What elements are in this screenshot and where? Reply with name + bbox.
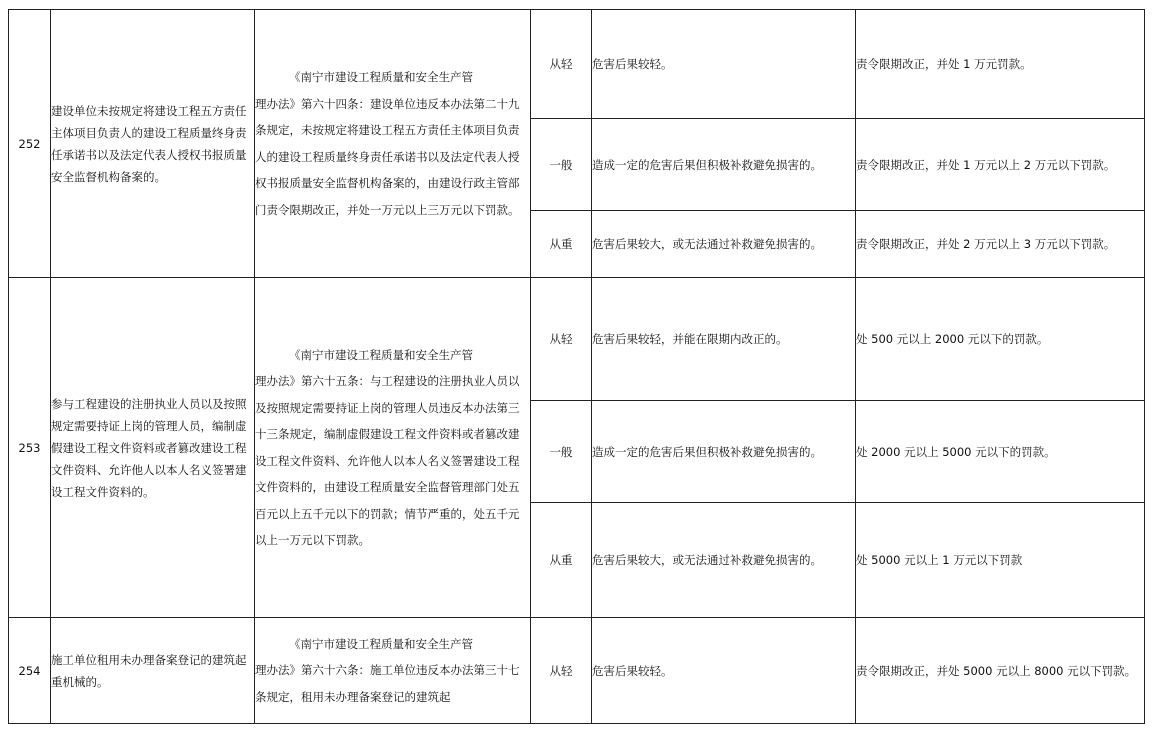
discretion-level: 从轻 — [531, 618, 592, 724]
circumstance: 危害后果较大，或无法通过补救避免损害的。 — [592, 503, 856, 618]
table-row — [9, 278, 1145, 401]
penalty-standard: 责令限期改正，并处 5000 元以上 8000 元以下罚款。 — [856, 618, 1145, 724]
circumstance: 造成一定的危害后果但积极补救避免损害的。 — [592, 401, 856, 503]
penalty-standard: 责令限期改正，并处 2 万元以上 3 万元以下罚款。 — [856, 211, 1145, 278]
legal-basis — [255, 618, 531, 724]
circumstance: 造成一定的危害后果但积极补救避免损害的。 — [592, 119, 856, 211]
discretion-level: 从轻 — [531, 278, 592, 401]
discretion-level: 一般 — [531, 119, 592, 211]
legal-basis-first-line: 《南宁市建设工程质量和安全生产管 — [289, 347, 473, 362]
item-number: 252 — [9, 10, 51, 278]
violation-description: 施工单位租用未办理备案登记的建筑起重机械的。 — [51, 618, 255, 724]
legal-basis-text: 理办法》第六十六条：施工单位违反本办法第三十七条规定，租用未办理备案登记的建筑起 — [255, 663, 520, 704]
discretion-level: 从重 — [531, 503, 592, 618]
legal-basis-first-line: 《南宁市建设工程质量和安全生产管 — [289, 70, 473, 84]
legal-basis-text: 理办法》第六十四条：建设单位违反本办法第二十九条规定，未按规定将建设工程五方责任主体项目负责人的建设工程质量终身责任承诺书以及法定代表人授权书报质量安全监督机构备案的，由建设行政主管部门责令限期改正，并处一万元以上三万元以下罚款。 — [255, 96, 520, 217]
legal-basis-first-line: 《南宁市建设工程质量和安全生产管 — [289, 636, 473, 651]
discretion-level: 一般 — [531, 401, 592, 503]
table-row — [9, 10, 1145, 119]
circumstance: 危害后果较轻，并能在限期内改正的。 — [592, 278, 856, 401]
legal-basis — [255, 278, 531, 618]
discretion-level: 从轻 — [531, 10, 592, 119]
legal-basis-text: 理办法》第六十五条：与工程建设的注册执业人员以及按照规定需要持证上岗的管理人员违反本办法第三十三条规定，编制虚假建设工程文件资料或者篡改建设工程文件资料、允许他人以本人名义签署建设工程文件资料的，由建设工程质量安全监督管理部门处五百元以上五千元以下的罚款；情节严重的，处五千元以上一万元以下罚款。 — [255, 374, 520, 547]
penalty-standard: 处 500 元以上 2000 元以下的罚款。 — [856, 278, 1145, 401]
circumstance: 危害后果较轻。 — [592, 618, 856, 724]
penalty-standard: 责令限期改正，并处 1 万元以上 2 万元以下罚款。 — [856, 119, 1145, 211]
circumstance: 危害后果较轻。 — [592, 10, 856, 119]
table-row — [9, 618, 1145, 724]
penalty-table — [8, 9, 1145, 724]
item-number: 254 — [9, 618, 51, 724]
penalty-standard: 处 2000 元以上 5000 元以下的罚款。 — [856, 401, 1145, 503]
penalty-standard: 责令限期改正，并处 1 万元罚款。 — [856, 10, 1145, 119]
legal-basis — [255, 10, 531, 278]
circumstance: 危害后果较大，或无法通过补救避免损害的。 — [592, 211, 856, 278]
violation-description: 建设单位未按规定将建设工程五方责任主体项目负责人的建设工程质量终身责任承诺书以及法定代表人授权书报质量安全监督机构备案的。 — [51, 10, 255, 278]
discretion-level: 从重 — [531, 211, 592, 278]
violation-description: 参与工程建设的注册执业人员以及按照规定需要持证上岗的管理人员，编制虚假建设工程文件资料或者篡改建设工程文件资料、允许他人以本人名义签署建设工程文件资料的。 — [51, 278, 255, 618]
penalty-standard: 处 5000 元以上 1 万元以下罚款 — [856, 503, 1145, 618]
item-number: 253 — [9, 278, 51, 618]
